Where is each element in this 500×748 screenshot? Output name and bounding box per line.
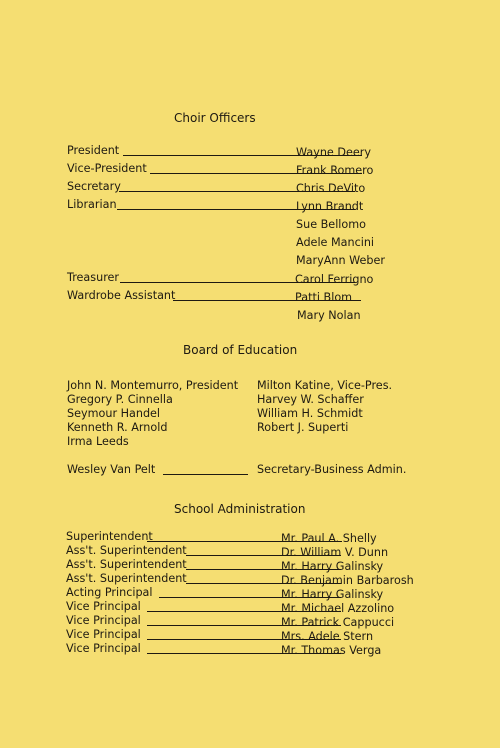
staff-role: Ass't. Superintendent xyxy=(66,544,187,557)
officer-row xyxy=(67,290,367,304)
staff-name: Mr. Patrick Cappucci xyxy=(281,616,395,629)
staff-row xyxy=(66,601,426,615)
officer-row xyxy=(67,199,367,213)
staff-role: Acting Principal xyxy=(66,586,153,599)
officer-role: Wardrobe Assistant xyxy=(67,289,176,302)
staff-row xyxy=(66,545,426,559)
staff-row xyxy=(66,643,426,657)
officer-row xyxy=(67,144,371,159)
officer-name: MaryAnn Weber xyxy=(296,254,385,267)
officer-row xyxy=(67,162,374,177)
staff-row xyxy=(66,615,426,629)
staff-name: Mr. Paul A. Shelly xyxy=(281,532,377,545)
staff-role: Vice Principal xyxy=(66,642,141,655)
officer-name: Carol Ferrigno xyxy=(295,273,374,286)
board-member: Kenneth R. Arnold xyxy=(67,421,168,434)
board-member: John N. Montemurro, President xyxy=(67,379,239,392)
officer-name: Patti Blom xyxy=(295,291,353,304)
officer-role: Vice-President xyxy=(67,162,147,175)
staff-role: Vice Principal xyxy=(66,600,141,613)
officer-name: Frank Romero xyxy=(296,164,374,177)
staff-row xyxy=(66,573,426,587)
board-secretary-role: Secretary-Business Admin. xyxy=(257,463,407,476)
staff-role: Vice Principal xyxy=(66,628,141,641)
staff-role: Vice Principal xyxy=(66,614,141,627)
board-secretary-name: Wesley Van Pelt xyxy=(67,463,156,476)
officer-role: Secretary xyxy=(67,180,121,193)
board-member: Robert J. Superti xyxy=(257,421,349,434)
staff-row xyxy=(66,531,426,545)
officer-role: President xyxy=(67,144,120,157)
staff-name: Mr. Harry Galinsky xyxy=(281,588,384,601)
board-member: Seymour Handel xyxy=(67,407,161,420)
board-member: Irma Leeds xyxy=(67,435,129,448)
staff-row xyxy=(66,587,426,601)
staff-name: Mr. Harry Galinsky xyxy=(281,560,384,573)
staff-name: Mr. Michael Azzolino xyxy=(281,602,395,615)
staff-name: Dr. William V. Dunn xyxy=(281,546,389,559)
staff-name: Mr. Thomas Verga xyxy=(281,644,382,657)
officer-name: Adele Mancini xyxy=(296,236,375,249)
staff-role: Ass't. Superintendent xyxy=(66,558,187,571)
leader-line xyxy=(163,474,248,475)
staff-role: Ass't. Superintendent xyxy=(66,572,187,585)
board-member: Harvey W. Schaffer xyxy=(257,393,364,406)
school-administration-heading: School Administration xyxy=(174,502,306,516)
staff-name: Mrs. Adele Stern xyxy=(281,630,374,643)
officer-name: Sue Bellomo xyxy=(296,218,366,231)
staff-row xyxy=(66,559,426,573)
staff-name: Dr. Benjamin Barbarosh xyxy=(281,574,414,587)
board-member: William H. Schmidt xyxy=(257,407,363,420)
staff-row xyxy=(66,629,426,643)
staff-role: Superintendent xyxy=(66,530,153,543)
officer-name: Chris DeVito xyxy=(296,182,366,195)
board-secretary-row xyxy=(67,464,427,478)
officer-name: Lynn Brandt xyxy=(296,200,364,213)
board-member: Milton Katine, Vice-Pres. xyxy=(257,379,393,392)
officer-name: Mary Nolan xyxy=(297,309,361,322)
officer-role: Librarian xyxy=(67,198,117,211)
officer-name: Wayne Deery xyxy=(296,146,371,159)
board-of-education-heading: Board of Education xyxy=(183,343,298,357)
officer-row xyxy=(67,271,374,286)
officer-row xyxy=(67,181,367,195)
officer-role: Treasurer xyxy=(67,271,120,284)
choir-officers-heading: Choir Officers xyxy=(174,111,256,125)
board-member: Gregory P. Cinnella xyxy=(67,393,173,406)
